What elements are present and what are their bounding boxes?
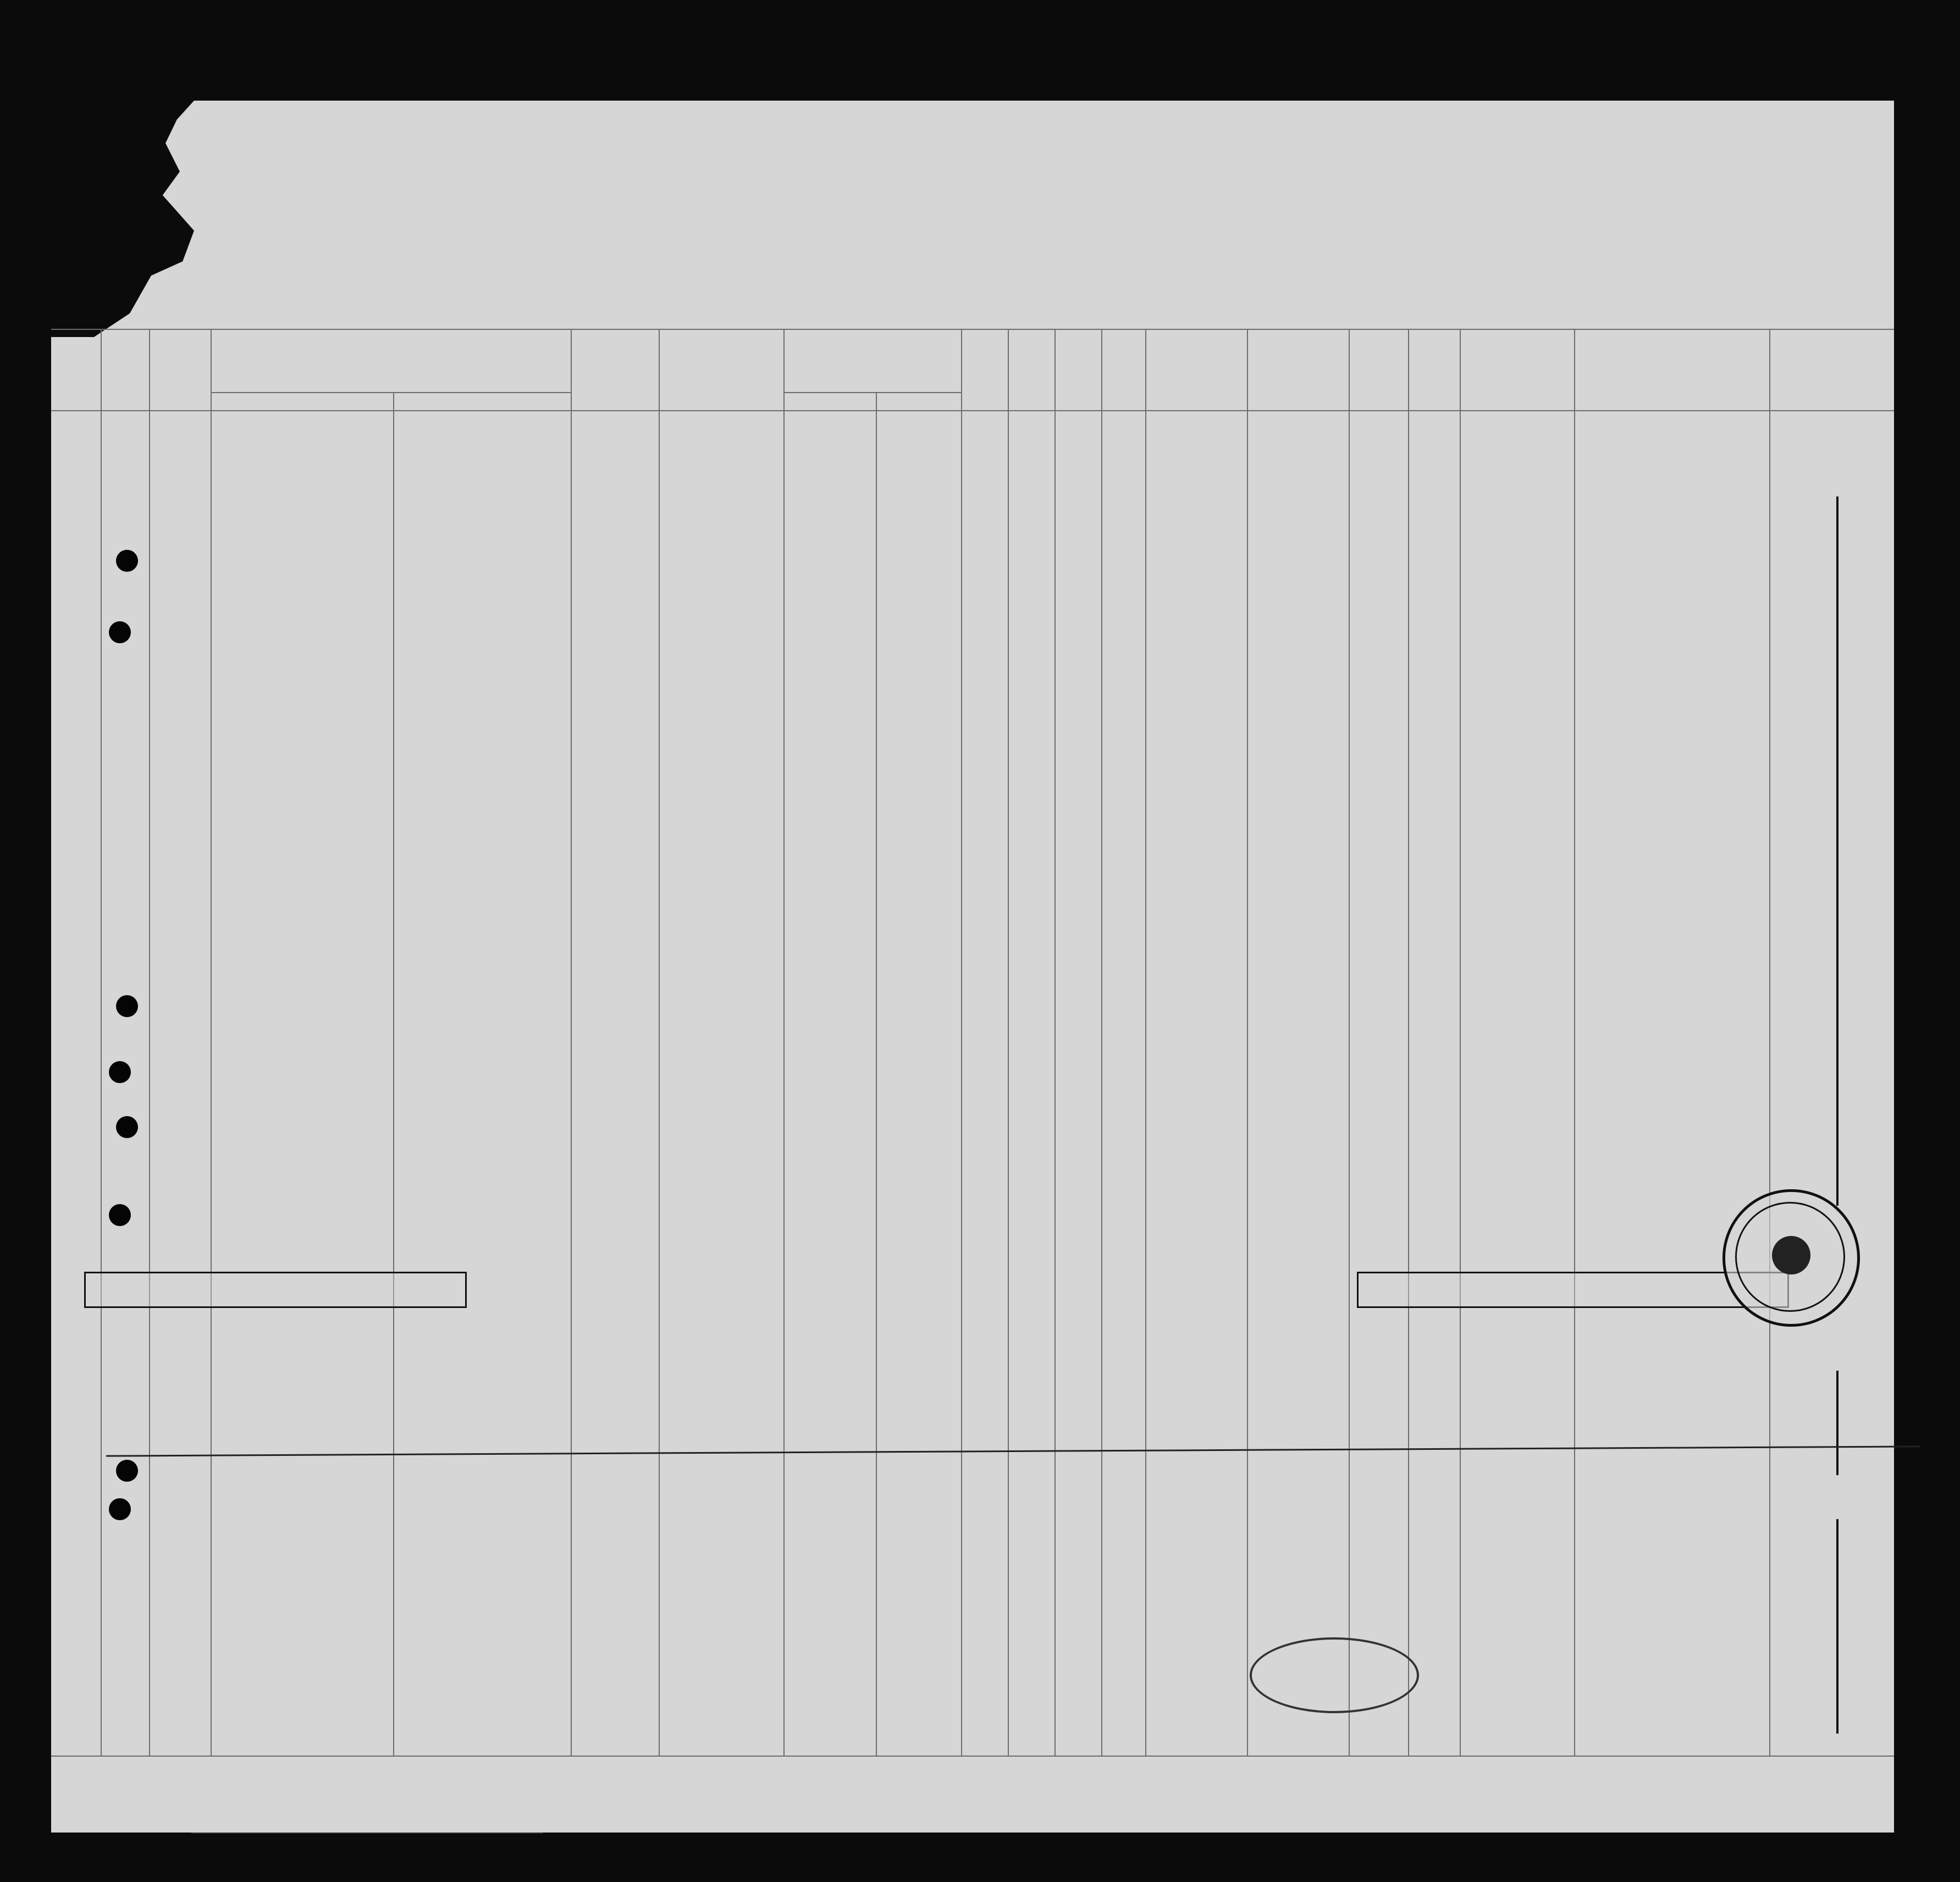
col-line	[1054, 329, 1056, 1756]
did-not-sail-stamp-left	[84, 1272, 467, 1308]
col-line	[1460, 329, 1461, 1756]
header-top-border	[51, 329, 1894, 330]
header-bottom-border	[51, 410, 1894, 411]
col-line	[393, 392, 394, 1756]
col-line	[571, 329, 572, 1756]
name-subheader-line	[211, 392, 571, 393]
col-line	[1145, 329, 1146, 1756]
mercantile-office-stamp	[1250, 1637, 1419, 1713]
col-line	[1008, 329, 1009, 1756]
col-line	[1101, 329, 1102, 1756]
shipped-subheader-line	[783, 392, 961, 393]
punch-hole	[116, 1460, 138, 1482]
col-line	[659, 329, 660, 1756]
col-line	[101, 329, 102, 1756]
agents-underline	[191, 1833, 543, 1834]
punch-hole	[109, 1204, 131, 1226]
punch-hole	[109, 1061, 131, 1083]
burned-corner	[51, 101, 194, 337]
action-bracket-line-2	[1836, 1371, 1838, 1475]
col-line	[211, 329, 212, 1756]
col-line	[1574, 329, 1575, 1756]
consulate-seal-stamp	[1722, 1189, 1860, 1327]
did-not-sail-stamp-right	[1357, 1272, 1789, 1308]
col-line	[961, 329, 962, 1756]
col-line	[1247, 329, 1248, 1756]
col-line	[876, 392, 877, 1756]
punch-hole	[116, 1116, 138, 1138]
row-26-strike-line	[106, 1445, 1920, 1456]
punch-hole	[116, 550, 138, 572]
eagle-emblem-icon	[1772, 1236, 1810, 1274]
col-line	[1408, 329, 1409, 1756]
col-line	[1349, 329, 1350, 1756]
action-bracket-line-3	[1836, 1519, 1838, 1734]
punch-hole	[109, 1498, 131, 1520]
punch-hole	[116, 995, 138, 1017]
col-line	[783, 329, 785, 1756]
action-bracket-line	[1836, 496, 1838, 1206]
col-line	[149, 329, 150, 1756]
col-line	[1769, 329, 1770, 1756]
table-bottom-border	[51, 1756, 1894, 1757]
manifest-sheet	[51, 101, 1894, 1833]
punch-hole	[109, 621, 131, 643]
